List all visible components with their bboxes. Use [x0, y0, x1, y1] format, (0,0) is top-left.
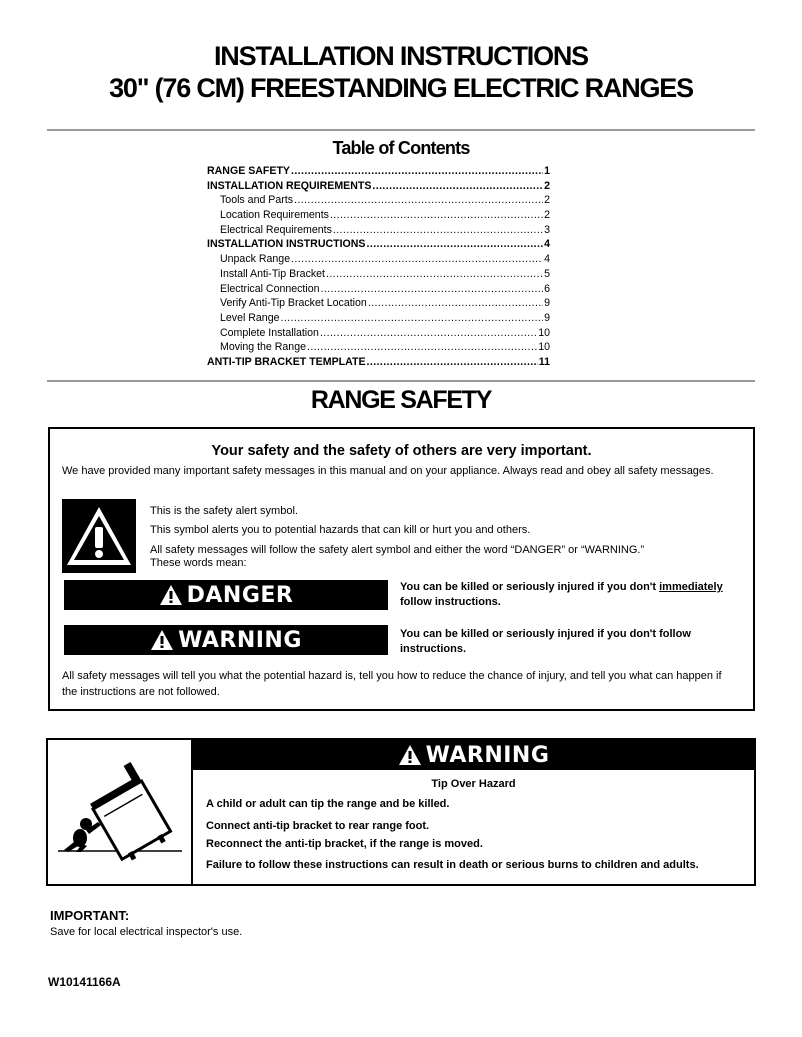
toc-leader-dots — [307, 340, 537, 355]
toc-leader-dots — [291, 164, 543, 179]
toc-leader-dots — [367, 237, 544, 252]
toc-entry[interactable] — [207, 311, 550, 326]
warning-alert-icon — [150, 629, 174, 651]
toc-entry[interactable] — [207, 282, 550, 297]
toc-leader-dots — [281, 311, 544, 326]
symbol-text-1: This is the safety alert symbol. — [150, 505, 298, 517]
toc-entry-page: 4 — [544, 253, 550, 266]
toc-leader-dots — [333, 223, 543, 238]
toc-entry[interactable] — [207, 164, 550, 179]
toc-entry[interactable] — [207, 326, 550, 341]
toc-entry[interactable] — [207, 296, 550, 311]
toc-entry-label: ANTI-TIP BRACKET TEMPLATE — [207, 355, 366, 368]
toc-entry-label: Level Range — [220, 311, 280, 324]
tip-warning-line-3: Reconnect the anti-tip bracket, if the range is moved. — [206, 838, 483, 850]
tip-warning-label: WARNING — [425, 742, 550, 768]
toc-entry-label: Verify Anti-Tip Bracket Location — [220, 297, 367, 310]
toc-leader-dots — [326, 267, 543, 282]
toc-entry[interactable] — [207, 179, 550, 194]
toc-leader-dots — [368, 296, 543, 311]
symbol-text-2: This symbol alerts you to potential hazards that can kill or hurt you and others. — [150, 524, 531, 536]
toc-entry-page: 2 — [544, 194, 550, 207]
toc-entry[interactable] — [207, 237, 550, 252]
toc-leader-dots — [321, 282, 544, 297]
danger-text-part1: You can be killed or seriously injured if you don't — [400, 581, 660, 593]
toc-entry-label: INSTALLATION INSTRUCTIONS — [207, 238, 366, 251]
safety-alert-symbol-icon — [62, 499, 136, 573]
toc-entry-page: 5 — [544, 267, 550, 280]
warning-text-part1: You can be killed or seriously injured if you don't follow — [400, 628, 691, 640]
safety-message-box — [48, 427, 755, 711]
tip-warning-alert-icon — [398, 744, 422, 766]
safety-intro: We have provided many important safety messages in this manual and on your appliance. Always read and obey all safety messages. — [62, 465, 714, 477]
toc-entry-page: 9 — [544, 297, 550, 310]
tip-warning-line-2: Connect anti-tip bracket to rear range foot. — [206, 820, 430, 832]
important-heading: IMPORTANT: — [50, 908, 130, 923]
toc-entry-label: Electrical Connection — [220, 282, 320, 295]
toc-entry-page: 10 — [538, 326, 550, 339]
danger-text-emphasis: immediately — [659, 581, 723, 593]
toc-leader-dots — [330, 208, 543, 223]
warning-text-part2: instructions. — [400, 642, 467, 655]
toc-entry-label: Location Requirements — [220, 209, 329, 222]
toc-entry-label: Unpack Range — [220, 253, 291, 266]
doc-title-line2: 30" (76 CM) FREESTANDING ELECTRIC RANGES — [109, 73, 693, 103]
top-divider — [47, 129, 755, 131]
toc-entry[interactable] — [207, 252, 550, 267]
safety-closing-text: All safety messages will tell you what the potential hazard is, tell you how to reduce the chance of injury, and tell you what can happen if the instructions are not followed. — [62, 670, 722, 698]
toc-entry-label: Install Anti-Tip Bracket — [220, 267, 325, 280]
toc-entry-label: Tools and Parts — [220, 194, 294, 207]
toc-heading: Table of Contents — [332, 138, 470, 158]
toc-entry-label: Complete Installation — [220, 326, 319, 339]
toc-leader-dots — [294, 193, 543, 208]
tip-warning-line-1: A child or adult can tip the range and be killed. — [206, 798, 450, 810]
toc-leader-dots — [367, 355, 538, 370]
toc-entry[interactable] — [207, 340, 550, 355]
tip-over-hazard-title: Tip Over Hazard — [431, 778, 516, 790]
toc-entry-page: 4 — [544, 238, 550, 251]
toc-entry[interactable] — [207, 193, 550, 208]
toc-leader-dots — [372, 179, 543, 194]
tip-warning-line-4: Failure to follow these instructions can result in death or serious burns to children and adults. — [206, 859, 699, 871]
toc-entry-page: 2 — [544, 179, 550, 192]
document-number: W10141166A — [48, 975, 121, 989]
toc-leader-dots — [320, 326, 537, 341]
danger-signal-bar — [64, 580, 388, 610]
toc-entry-label: RANGE SAFETY — [207, 165, 290, 177]
doc-title-line1: INSTALLATION INSTRUCTIONS — [214, 41, 588, 71]
toc-entry-page: 9 — [544, 311, 550, 324]
toc-divider — [47, 380, 755, 382]
important-text: Save for local electrical inspector's use. — [50, 926, 243, 938]
warning-description — [400, 627, 750, 656]
toc-entry[interactable] — [207, 208, 550, 223]
danger-alert-icon — [159, 584, 183, 606]
toc-entry[interactable] — [207, 267, 550, 282]
warning-signal-bar — [64, 625, 388, 655]
toc-entry-page: 6 — [544, 282, 550, 295]
toc-entry-page: 3 — [544, 223, 550, 236]
toc-entry[interactable] — [207, 223, 550, 238]
danger-description — [400, 580, 750, 609]
tip-over-illustration-icon — [56, 758, 184, 868]
toc-entry-page: 2 — [544, 209, 550, 222]
toc-entry-page: 10 — [538, 341, 550, 354]
toc-entry-page: 11 — [538, 355, 550, 368]
warning-label: WARNING — [178, 627, 302, 653]
danger-text-part2: follow instructions. — [400, 595, 501, 608]
symbol-text-4: These words mean: — [150, 557, 247, 569]
toc-entry-label: Moving the Range — [220, 341, 306, 354]
danger-label: DANGER — [186, 582, 294, 608]
toc-entry[interactable] — [207, 355, 550, 370]
safety-box-heading: Your safety and the safety of others are very important. — [211, 443, 592, 459]
section-title-range-safety: RANGE SAFETY — [310, 386, 492, 414]
table-of-contents — [207, 164, 550, 370]
toc-entry-label: Electrical Requirements — [220, 223, 332, 236]
tip-warning-signal-bar — [193, 740, 754, 770]
symbol-text-3: All safety messages will follow the safety alert symbol and either the word “DANGER” or “WARNING.” — [150, 544, 645, 556]
toc-entry-label: INSTALLATION REQUIREMENTS — [207, 179, 372, 192]
tip-over-warning-box — [46, 738, 756, 886]
toc-entry-page: 1 — [544, 165, 550, 177]
toc-leader-dots — [291, 252, 543, 267]
